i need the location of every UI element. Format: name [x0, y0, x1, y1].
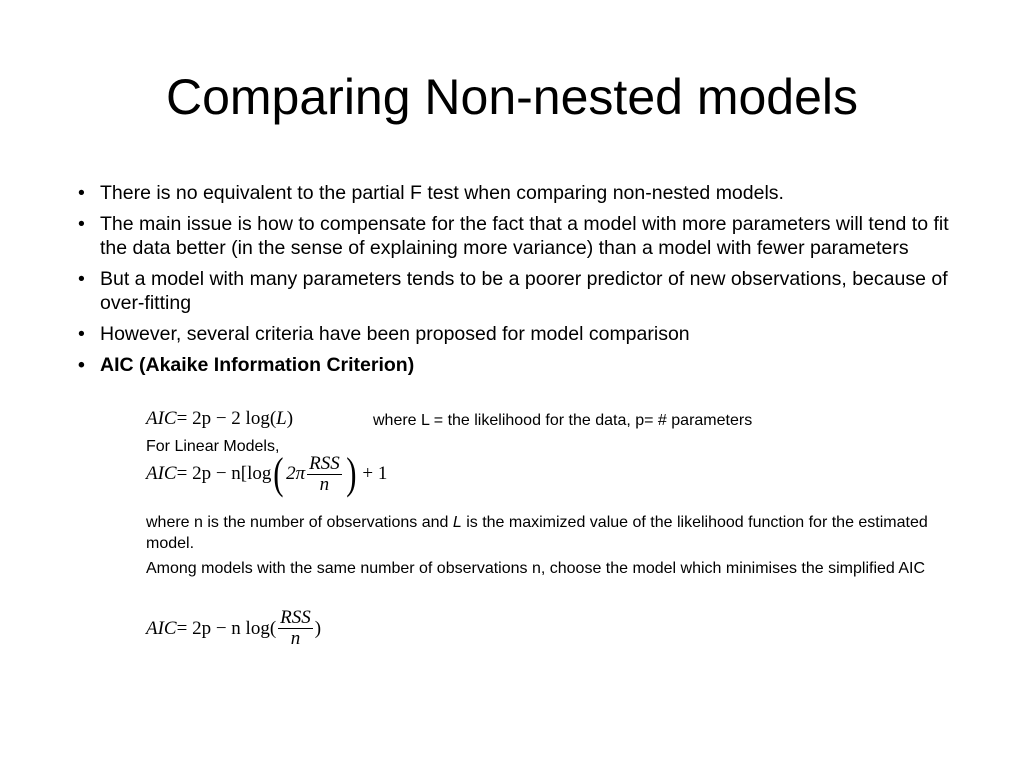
- bullet-dot: •: [78, 182, 85, 204]
- explanation-text: [146, 512, 966, 554]
- formula-two-pi: 2π: [286, 463, 306, 484]
- formula-var: L: [276, 408, 287, 429]
- bullet-item-aic: [78, 353, 978, 377]
- rss-fraction: [307, 454, 342, 495]
- aic-formula-simplified: [146, 608, 321, 649]
- formula-plus-one: + 1: [362, 463, 388, 484]
- fraction-denominator: n: [319, 473, 330, 495]
- formula-rhs: = 2p − 2 log(: [176, 408, 277, 429]
- bullet-item: [78, 181, 978, 205]
- aic-formula-linear: [146, 449, 388, 498]
- right-paren: ): [345, 449, 357, 498]
- bullet-dot: •: [78, 354, 85, 376]
- linear-models-label: For Linear Models,: [146, 438, 280, 455]
- fraction-denominator: n: [290, 628, 301, 649]
- bullet-item: [78, 322, 978, 346]
- likelihood-note: where L = the likelihood for the data, p= # parameters: [373, 412, 753, 429]
- explain-before: where n is the number of observations and: [146, 514, 453, 531]
- formula-close: ): [314, 617, 322, 639]
- formula-close: ): [286, 408, 294, 429]
- bullet-list: [78, 181, 978, 384]
- fraction-numerator: RSS: [280, 607, 311, 628]
- left-paren: (: [273, 449, 284, 498]
- formula-part: = 2p − n log(: [176, 617, 277, 639]
- bullet-text: AIC (Akaike Information Criterion): [100, 354, 415, 376]
- bullet-dot: •: [78, 268, 85, 290]
- bullet-text: There is no equivalent to the partial F test when comparing non-nested models.: [100, 182, 784, 204]
- bullet-dot: •: [78, 323, 85, 345]
- explain-italic: L: [452, 514, 462, 531]
- formula-lhs: AIC: [146, 408, 177, 429]
- bullet-item: [78, 212, 978, 260]
- rss-fraction: [278, 608, 313, 649]
- bullet-dot: •: [78, 213, 85, 235]
- slide-title: Comparing Non-nested models: [165, 69, 859, 125]
- formula-part: = 2p − n[log: [176, 463, 272, 484]
- bullet-text: However, several criteria have been proposed for model comparison: [100, 323, 690, 345]
- formula-lhs: AIC: [146, 463, 177, 484]
- formula-lhs: AIC: [146, 617, 177, 639]
- bullet-item: [78, 267, 978, 315]
- aic-formula-general: [146, 408, 293, 430]
- bullet-text: The main issue is how to compensate for the fact that a model with more parameters will tend to fit the data better (in the sense of explaining more variance) than a model with fewer parameters: [100, 213, 949, 259]
- bullet-text: But a model with many parameters tends to be a poorer predictor of new observations, because of over-fitting: [100, 268, 948, 314]
- among-models-text: Among models with the same number of observations n, choose the model which minimises the simplified AIC: [146, 560, 926, 577]
- explain-after: is the maximized value of the likelihood function for the estimated model.: [146, 514, 928, 552]
- fraction-numerator: RSS: [309, 452, 340, 474]
